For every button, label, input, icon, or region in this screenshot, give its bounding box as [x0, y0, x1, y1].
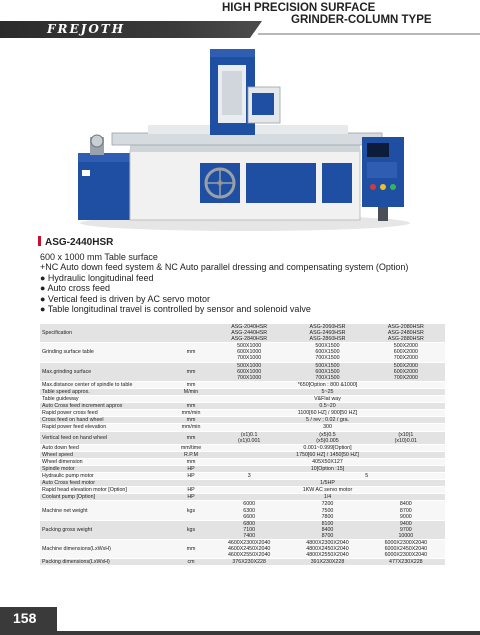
param-cell: Table guideway: [40, 396, 172, 403]
value-line: 391X230X228: [310, 559, 345, 566]
unit-cell: mm: [172, 403, 210, 410]
unit-cell: M/min: [172, 388, 210, 395]
unit-cell: mm/min: [172, 410, 210, 417]
specification-table: [40, 324, 445, 566]
unit-cell: [172, 480, 210, 487]
value-line: 4600X2450X2040: [227, 546, 271, 553]
unit-cell: R.P.M: [172, 451, 210, 458]
table-row: [40, 458, 445, 465]
spec-line: ● Table longitudinal travel is controlled by sensor and solenoid valve: [40, 304, 311, 315]
value-cell: [367, 324, 445, 343]
unit-cell: kgs: [172, 501, 210, 520]
value-line: 500X2000: [393, 343, 418, 350]
value-cell: [367, 431, 445, 444]
value-cell: 0.001~0.999[Option]: [210, 444, 445, 451]
value-cell: [367, 559, 445, 566]
value-line: (x10)1: [398, 431, 414, 438]
model-heading: [38, 236, 113, 248]
value-line: 7100: [243, 526, 256, 533]
value-cell: [367, 362, 445, 381]
param-cell: Table speed approx.: [40, 388, 172, 395]
value-cell: [367, 520, 445, 539]
value-cell: [367, 540, 445, 559]
page-number: 158: [13, 610, 37, 626]
unit-cell: mm: [172, 417, 210, 424]
unit-cell: cm: [172, 559, 210, 566]
table-row: [40, 410, 445, 417]
spec-line: ● Hydraulic longitudinal feed: [40, 272, 154, 283]
value-line: 10000: [398, 532, 414, 539]
unit-cell: HP: [172, 465, 210, 472]
value-cell: 1/4: [210, 494, 445, 501]
value-line: 7800: [321, 513, 334, 520]
value-line: (x5)0.005: [316, 437, 339, 444]
value-line: 9000: [399, 513, 412, 520]
unit-cell: [172, 396, 210, 403]
value-line: 500X1000: [237, 362, 262, 369]
table-row: [40, 396, 445, 403]
unit-cell: mm: [172, 458, 210, 465]
table-row: [40, 424, 445, 431]
value-line: 500X2000: [393, 362, 418, 369]
table-row: [40, 444, 445, 451]
value-line: 4800X2450X2040: [306, 546, 349, 553]
value-line: 700X1500: [315, 374, 340, 381]
value-cell: 405X50X127: [210, 458, 445, 465]
value-line: 6600: [243, 513, 256, 520]
value-line: 6000X2300X2040: [384, 540, 428, 546]
param-cell: Machine net weight: [40, 501, 172, 520]
value-line: 7500: [321, 507, 334, 514]
machine-photo: [70, 45, 420, 235]
value-line: ASG-2040HSR: [231, 324, 268, 330]
unit-cell: mm/min: [172, 424, 210, 431]
value-line: 6800: [243, 520, 256, 527]
value-line: (x1)0.001: [237, 437, 261, 444]
param-cell: Spindle motor: [40, 465, 172, 472]
value-line: 376X230X228: [232, 559, 266, 566]
spec-line: 600 x 1000 mm Table surface: [40, 252, 158, 262]
page-title-line2: GRINDER-COLUMN TYPE: [291, 14, 432, 26]
value-line: 8100: [321, 520, 334, 527]
value-cell: 3: [210, 473, 288, 480]
value-cell: [367, 343, 445, 362]
param-cell: Hydraulic pump motor: [40, 473, 172, 480]
value-line: 600X2000: [393, 368, 418, 375]
unit-cell: HP: [172, 494, 210, 501]
param-cell: Specification: [40, 324, 172, 343]
param-cell: Max.grinding surface: [40, 362, 172, 381]
unit-cell: mm: [172, 381, 210, 388]
value-cell: [210, 501, 288, 520]
value-line: ASG-2480HSR: [387, 330, 424, 337]
value-cell: *650[Option : 800 &1000]: [210, 381, 445, 388]
unit-cell: mm: [172, 343, 210, 362]
value-line: ASG-2440HSR: [231, 330, 268, 337]
value-line: 8400: [399, 501, 412, 508]
value-line: ASG-2080HSR: [387, 324, 424, 330]
param-cell: Rapid power cross feed: [40, 410, 172, 417]
value-line: 4600X2300X2040: [227, 540, 271, 546]
page-title-line1: HIGH PRECISION SURFACE: [222, 2, 376, 14]
value-cell: [210, 559, 288, 566]
brand-logo: FREJOTH: [47, 22, 126, 36]
value-cell: 10[Option :15]: [210, 465, 445, 472]
value-line: 700X2000: [393, 374, 418, 381]
unit-cell: [172, 324, 210, 343]
table-row: [40, 417, 445, 424]
table-row: [40, 451, 445, 458]
value-line: 4600X2550X2040: [227, 552, 271, 559]
unit-cell: mm: [172, 540, 210, 559]
value-cell: V&Flat way: [210, 396, 445, 403]
value-line: 8700: [321, 532, 334, 539]
value-line: ASG-2840HSR: [231, 336, 268, 343]
value-cell: [288, 431, 366, 444]
value-cell: [367, 501, 445, 520]
value-cell: [288, 362, 366, 381]
table-row: [40, 324, 445, 343]
value-line: 8700: [399, 507, 412, 514]
table-row: [40, 559, 445, 566]
param-cell: Rapid power feed elevation: [40, 424, 172, 431]
table-row: [40, 381, 445, 388]
param-cell: Wheel dimension: [40, 458, 172, 465]
value-cell: 5 / rev ; 0.02 / gra.: [210, 417, 445, 424]
value-cell: [288, 540, 366, 559]
value-cell: 1/5HP: [210, 480, 445, 487]
value-line: ASG-2880HSR: [387, 336, 424, 343]
unit-cell: mm/time: [172, 444, 210, 451]
param-cell: Coolant pump [Option]: [40, 494, 172, 501]
value-cell: [288, 343, 366, 362]
value-line: 6000X2300X2040: [384, 552, 428, 559]
value-line: (x5)0.5: [319, 431, 336, 438]
table-row: [40, 501, 445, 520]
value-line: 7200: [321, 501, 334, 508]
value-line: 9400: [399, 520, 412, 527]
value-cell: 5~25: [210, 388, 445, 395]
table-row: [40, 480, 445, 487]
param-cell: Packing dimensions(LxWxH): [40, 559, 172, 566]
value-cell: [210, 540, 288, 559]
value-cell: 0.5~20: [210, 403, 445, 410]
value-cell: [288, 520, 366, 539]
unit-cell: HP: [172, 487, 210, 494]
value-cell: [288, 559, 366, 566]
param-cell: Auto Cross feed motor: [40, 480, 172, 487]
value-cell: [210, 324, 288, 343]
page-header: [0, 0, 480, 40]
param-cell: Max.distance center of spindle to table: [40, 381, 172, 388]
footer-bar: [57, 631, 480, 635]
value-cell: 1100[60 HZ] / 900[50 HZ]: [210, 410, 445, 417]
value-line: 500X1500: [315, 362, 340, 369]
table-row: [40, 540, 445, 559]
value-cell: [288, 501, 366, 520]
param-cell: Auto Cross feed increment approx: [40, 403, 172, 410]
param-cell: Rapid head elevation motor [Option]: [40, 487, 172, 494]
table-row: [40, 343, 445, 362]
table-row: [40, 403, 445, 410]
table-row: [40, 494, 445, 501]
value-line: 700X1000: [237, 355, 262, 362]
unit-cell: HP: [172, 473, 210, 480]
value-line: 700X1000: [237, 374, 262, 381]
model-marker: [38, 236, 41, 246]
value-cell: [210, 431, 288, 444]
table-row: [40, 362, 445, 381]
value-line: 7400: [243, 532, 256, 539]
value-line: ASG-2860HSR: [309, 336, 346, 343]
table-row: [40, 520, 445, 539]
param-cell: Packing gross weight: [40, 520, 172, 539]
unit-cell: mm: [172, 362, 210, 381]
table-row: [40, 473, 445, 480]
param-cell: Machine dimensions(LxWxH): [40, 540, 172, 559]
value-cell: 5: [288, 473, 445, 480]
value-cell: [210, 520, 288, 539]
spec-line: ● Vertical feed is driven by AC servo motor: [40, 293, 211, 304]
feature-list: [40, 252, 408, 314]
value-line: 477X230X228: [389, 559, 423, 566]
value-line: (x1)0.1: [240, 431, 258, 438]
value-line: 500X1500: [315, 343, 340, 350]
value-line: 9700: [399, 526, 412, 533]
value-line: 4800X2300X2040: [306, 540, 349, 546]
value-line: 6000: [243, 501, 256, 508]
model-name: ASG-2440HSR: [45, 237, 114, 248]
value-line: 6300: [243, 507, 256, 514]
param-cell: Cross feed on hand wheel: [40, 417, 172, 424]
value-line: 8400: [321, 526, 334, 533]
value-line: 6000X2450X2040: [384, 546, 428, 553]
value-line: 600X1500: [315, 368, 340, 375]
value-line: 600X1500: [315, 349, 340, 356]
value-line: 700X1500: [315, 355, 340, 362]
spec-line: +NC Auto down feed system & NC Auto parallel dressing and compensating system (Option): [40, 262, 409, 273]
table-row: [40, 487, 445, 494]
title-underline: [258, 33, 480, 35]
table-row: [40, 465, 445, 472]
value-line: 600X2000: [393, 349, 418, 356]
param-cell: Grinding surface table: [40, 343, 172, 362]
value-line: 4800X2550X2040: [306, 552, 349, 559]
value-cell: [210, 343, 288, 362]
param-cell: Auto down feed: [40, 444, 172, 451]
value-line: ASG-2060HSR: [309, 324, 346, 330]
spec-line: ● Auto cross feed: [40, 283, 110, 294]
value-line: 500X1000: [237, 343, 262, 350]
value-cell: 1750[60 HZ] / 1450[50 HZ]: [210, 451, 445, 458]
unit-cell: kgs: [172, 520, 210, 539]
table-row: [40, 431, 445, 444]
value-cell: [288, 324, 366, 343]
table-row: [40, 388, 445, 395]
value-cell: 1KW AC servo motor: [210, 487, 445, 494]
param-cell: Vertical feed on hand wheel: [40, 431, 172, 444]
value-line: ASG-2460HSR: [309, 330, 346, 337]
param-cell: Wheel speed: [40, 451, 172, 458]
unit-cell: mm: [172, 431, 210, 444]
value-line: 600X1000: [237, 349, 262, 356]
value-cell: [210, 362, 288, 381]
value-line: 700X2000: [393, 355, 418, 362]
value-cell: 300: [210, 424, 445, 431]
value-line: (x10)0.01: [394, 437, 418, 444]
value-line: 600X1000: [237, 368, 262, 375]
